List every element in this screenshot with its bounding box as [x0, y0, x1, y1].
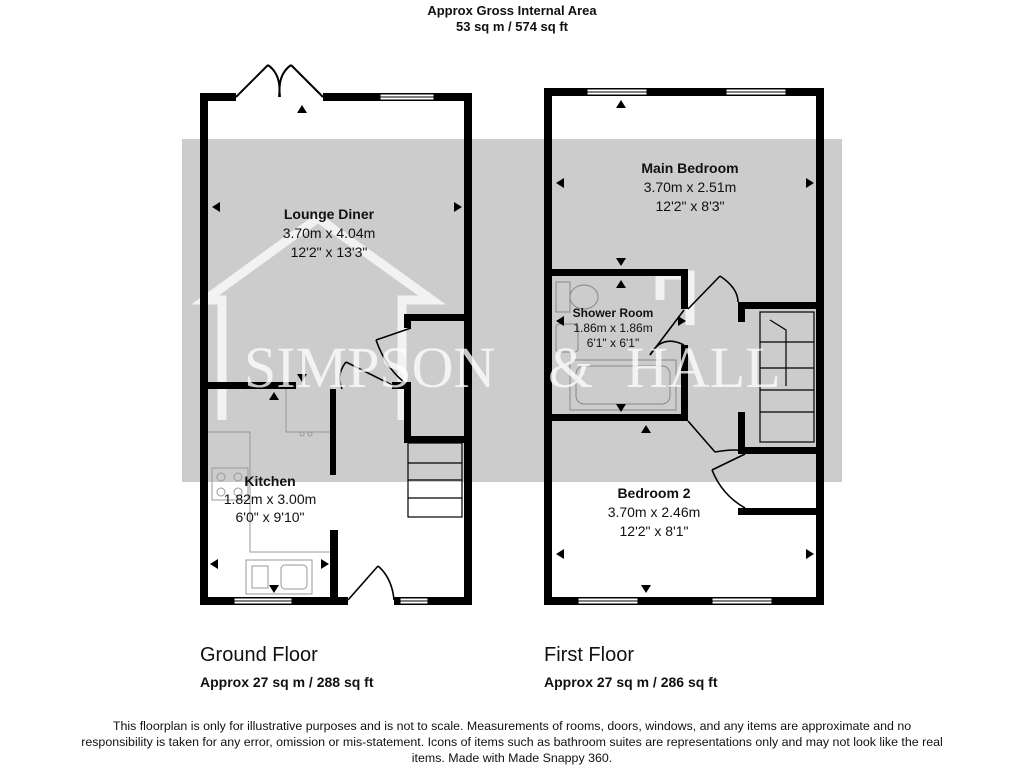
ground-floor-area: Approx 27 sq m / 288 sq ft — [200, 674, 374, 690]
room-imperial-bedroom-2: 12'2" x 8'1" — [619, 523, 689, 539]
room-name-kitchen: Kitchen — [244, 473, 296, 489]
room-name-main-bedroom: Main Bedroom — [641, 160, 739, 176]
ground-floor-title: Ground Floor — [200, 644, 318, 666]
room-name-lounge: Lounge Diner — [283, 206, 375, 222]
gf-french-doors — [236, 65, 323, 97]
room-metric-lounge: 3.70m x 4.04m — [282, 225, 376, 241]
ff-stair-top — [738, 302, 824, 309]
room-imperial-shower: 6'1" x 6'1" — [586, 336, 640, 350]
ff-shower-top — [552, 269, 688, 276]
gf-kitchen-wall-lower — [330, 530, 338, 605]
disclaimer: This floorplan is only for illustrative purposes and is not to scale. Measurements of rooms, doors, windows, and any items are approximate and no responsibility is taken for any error, omission or mis-statement. Icons of items such as bathroom suites are representations only and may not look like the real items. Made with Made Snappy 360. — [81, 719, 943, 765]
gf-hall-left-upper — [404, 314, 411, 328]
watermark-text-left: SIMPSON — [244, 335, 496, 400]
watermark-text-right: HALL — [626, 335, 781, 400]
ff-shower-right-upper — [681, 269, 688, 309]
gf-stair-top — [404, 436, 472, 443]
gf-wall-top-left — [200, 93, 236, 101]
first-floor-area: Approx 27 sq m / 286 sq ft — [544, 674, 718, 690]
ff-wall-right — [816, 88, 824, 605]
gf-hall-top — [404, 314, 472, 321]
room-imperial-lounge: 12'2" x 13'3" — [290, 244, 368, 260]
ff-shower-bottom — [552, 414, 688, 421]
room-imperial-main-bedroom: 12'2" x 8'3" — [655, 198, 725, 214]
ff-stair-left-lower — [738, 412, 745, 452]
first-floor-title: First Floor — [544, 644, 634, 666]
room-metric-bedroom-2: 3.70m x 2.46m — [607, 504, 701, 520]
room-metric-main-bedroom: 3.70m x 2.51m — [643, 179, 737, 195]
header-title: Approx Gross Internal Area — [427, 3, 597, 18]
room-metric-shower: 1.86m x 1.86m — [573, 321, 653, 335]
ff-stair-left-upper — [738, 302, 745, 322]
gf-kitchen-wall-upper — [330, 389, 336, 475]
ff-cupboard-bottom — [738, 508, 824, 515]
header-area: 53 sq m / 574 sq ft — [456, 19, 568, 34]
room-metric-kitchen: 1.82m x 3.00m — [223, 491, 317, 507]
room-imperial-kitchen: 6'0" x 9'10" — [235, 509, 305, 525]
gf-wall-left — [200, 93, 208, 605]
room-name-shower: Shower Room — [572, 306, 654, 320]
ff-stair-bottom — [738, 447, 824, 454]
watermark-amp: & — [548, 335, 594, 400]
room-name-bedroom-2: Bedroom 2 — [617, 485, 691, 501]
